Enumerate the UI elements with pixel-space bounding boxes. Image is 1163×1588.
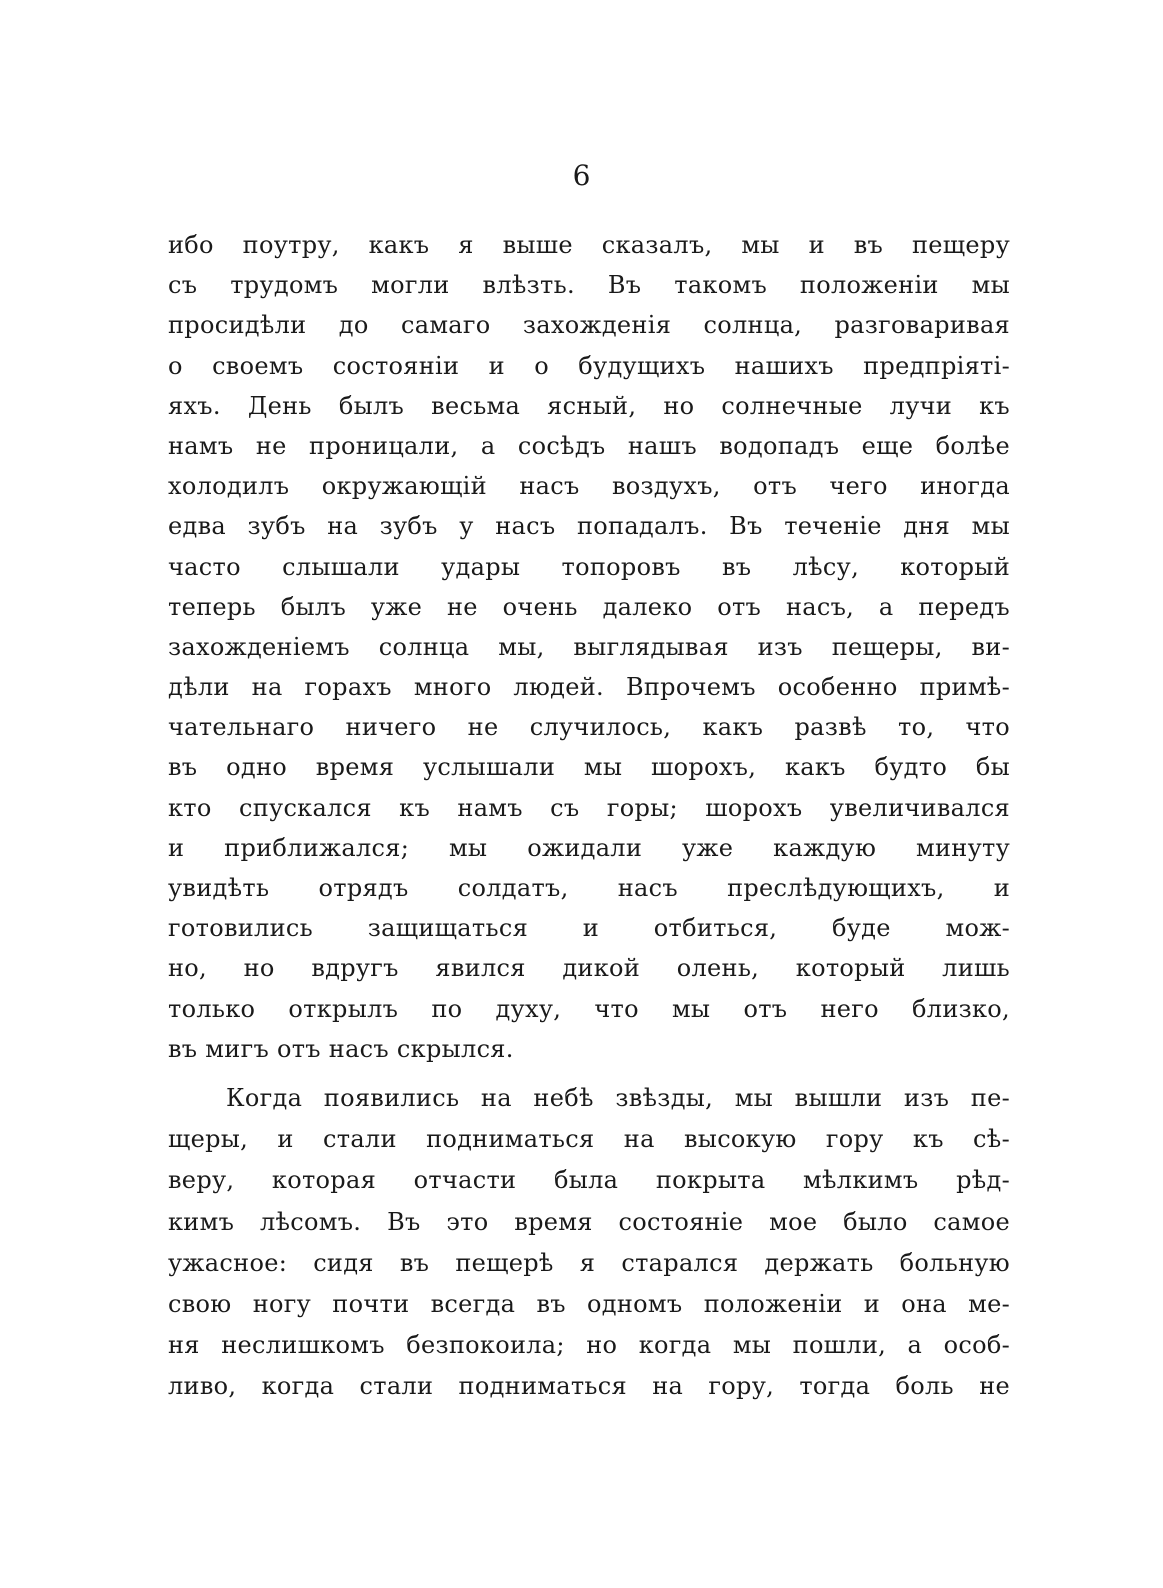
text-line: въ одно время услышали мы шорохъ, какъ будто бы <box>168 753 1010 782</box>
text-line: щеры, и стали подниматься на высокую гору къ сѣ- <box>168 1125 1010 1154</box>
text-line: съ трудомъ могли влѣзть. Въ такомъ положенiи мы <box>168 271 1010 300</box>
text-line: кто спускался къ намъ съ горы; шорохъ увеличивался <box>168 793 1010 822</box>
page-number: 6 <box>572 159 591 192</box>
text-line: ужасное: сидя въ пещерѣ я старался держать больную <box>168 1248 1010 1277</box>
text-line: только открылъ по духу, что мы отъ него близко, <box>168 994 1010 1023</box>
text-line: увидѣть отрядъ солдатъ, насъ преслѣдующихъ, и <box>168 874 1010 902</box>
text-line: свою ногу почти всегда въ одномъ положенiи и она ме- <box>168 1289 1010 1318</box>
text-line: захожденiемъ солнца мы, выглядывая изъ пещеры, ви- <box>168 632 1010 661</box>
text-line: кимъ лѣсомъ. Въ это время состоянiе мое было самое <box>168 1207 1010 1236</box>
text-line: теперь былъ уже не очень далеко отъ насъ, а передъ <box>168 592 1010 621</box>
text-line: веру, которая отчасти была покрыта мѣлкимъ рѣд- <box>168 1166 1010 1195</box>
text-line: намъ не проницали, а сосѣдъ нашъ водопадъ еще болѣе <box>168 431 1010 460</box>
text-line: но, но вдругъ явился дикой олень, который лишь <box>168 954 1010 983</box>
text-line: яхъ. День былъ весьма ясный, но солнечные лучи къ <box>168 391 1010 420</box>
text-line: въ мигъ отъ насъ скрылся. <box>168 1034 514 1063</box>
text-line: готовились защищаться и отбиться, буде мож- <box>168 914 1010 943</box>
text-line: Когда появились на небѣ звѣзды, мы вышли изъ пе- <box>226 1084 1010 1112</box>
text-line: о своемъ состоянiи и о будущихъ нашихъ предпрiятi- <box>168 351 1010 380</box>
text-line: просидѣли до самаго захожденiя солнца, разговаривая <box>168 311 1010 340</box>
paragraph-1 <box>168 225 1010 1069</box>
text-line: холодилъ окружающiй насъ воздухъ, отъ чего иногда <box>168 472 1010 501</box>
text-line: едва зубъ на зубъ у насъ попадалъ. Въ теченiе дня мы <box>168 512 1010 541</box>
text-line: чательнаго ничего не случилось, какъ развѣ то, что <box>168 713 1010 742</box>
text-line: и приближался; мы ожидали уже каждую минуту <box>168 833 1010 862</box>
text-line: ибо поутру, какъ я выше сказалъ, мы и въ пещеру <box>168 231 1010 259</box>
text-line: дѣли на горахъ много людей. Впрочемъ особенно примѣ- <box>168 673 1010 702</box>
text-line: часто слышали удары топоровъ въ лѣсу, который <box>168 552 1010 581</box>
paragraph-2 <box>168 1078 1010 1408</box>
text-line: ня неслишкомъ безпокоила; но когда мы пошли, а особ- <box>168 1331 1010 1360</box>
text-line: ливо, когда стали подниматься на гору, тогда боль не <box>168 1372 1010 1401</box>
